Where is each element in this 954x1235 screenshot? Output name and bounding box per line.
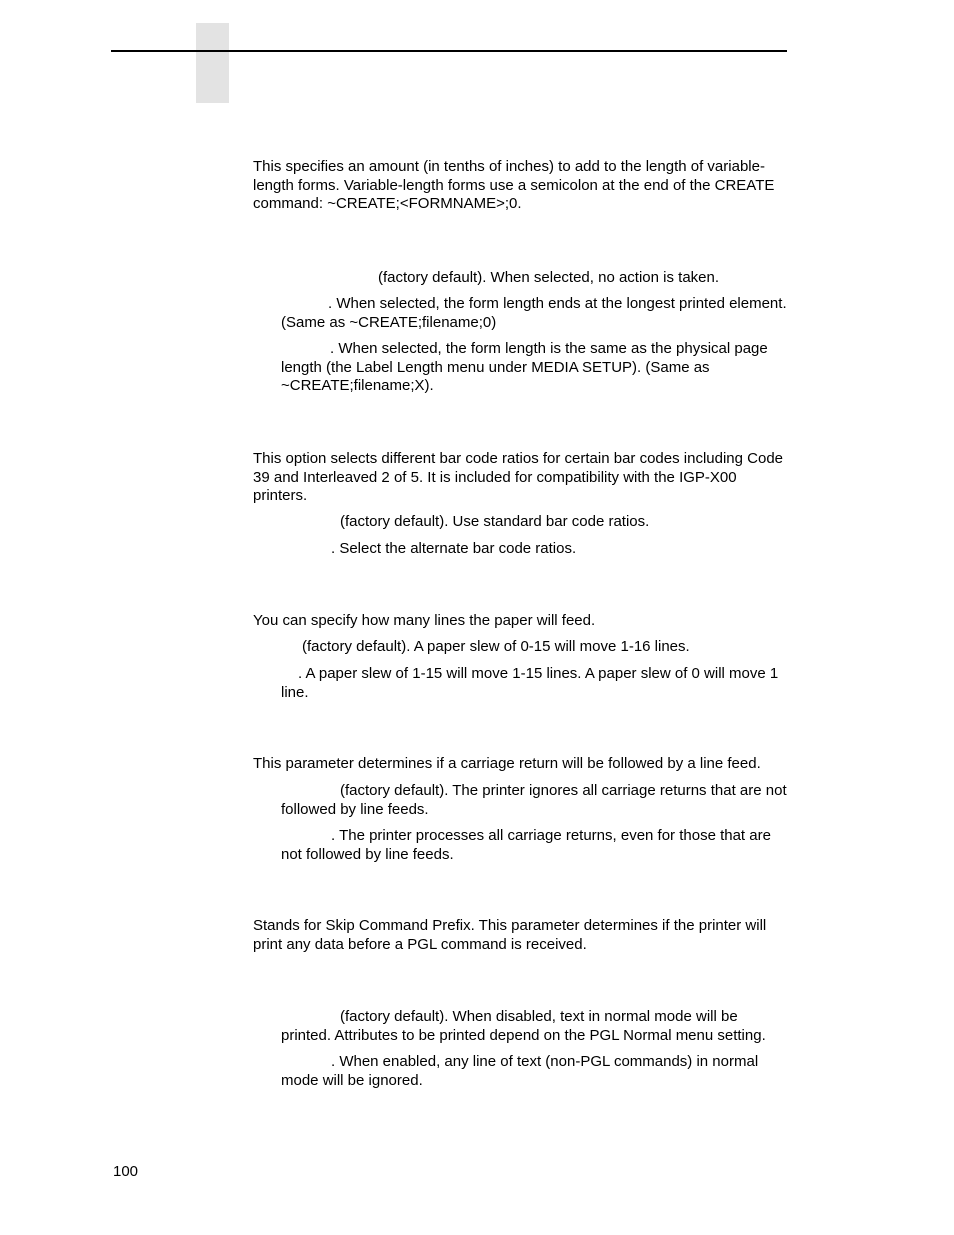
skip-command-prefix-option-2: . When enabled, any line of text (non-PGL commands) in normal mode will be ignored. [281, 1053, 759, 1089]
paper-slew-option-1: (factory default). A paper slew of 0-15 will move 1-16 lines. [302, 638, 690, 655]
barcode-ratio-option-1: (factory default). Use standard bar code ratios. [340, 513, 650, 530]
variable-form-adjust-description: This specifies an amount (in tenths of inches) to add to the length of variable-length forms. Variable-length forms use a semicolon at the end of the CREATE command: ~CREATE;<FORMNAME>;0. [253, 158, 775, 212]
barcode-ratio-option-2: . Select the alternate bar code ratios. [331, 540, 577, 557]
page-number: 100 [113, 1163, 139, 1180]
header-rule [111, 50, 787, 52]
carriage-return-option-1: (factory default). The printer ignores all carriage returns that are not followed by line feeds. [281, 782, 787, 818]
skip-command-prefix-description: Stands for Skip Command Prefix. This parameter determines if the printer will print any data before a PGL command is received. [253, 917, 767, 953]
barcode-ratio-description: This option selects different bar code ratios for certain bar codes including Code 39 and Interleaved 2 of 5. It is included for compatibility with the IGP-X00 printers. [253, 450, 784, 504]
paper-slew-option-2: . A paper slew of 1-15 will move 1-15 lines. A paper slew of 0 will move 1 line. [281, 665, 779, 701]
carriage-return-option-2: . The printer processes all carriage returns, even for those that are not followed by line feeds. [281, 827, 771, 863]
variable-form-adjust-option-2: . When selected, the form length ends at the longest printed element. (Same as ~CREATE;filename;0) [281, 295, 787, 331]
variable-form-adjust-option-1: (factory default). When selected, no action is taken. [378, 269, 720, 286]
paper-slew-description: You can specify how many lines the paper will feed. [253, 612, 596, 629]
variable-form-adjust-option-3: . When selected, the form length is the same as the physical page length (the Label Length menu under MEDIA SETUP). (Same as ~CREATE;filename;X). [281, 340, 768, 394]
skip-command-prefix-option-1: (factory default). When disabled, text in normal mode will be printed. Attributes to be printed depend on the PGL Normal menu setting. [281, 1008, 766, 1044]
chapter-tab [196, 23, 229, 103]
carriage-return-description: This parameter determines if a carriage return will be followed by a line feed. [253, 755, 761, 772]
